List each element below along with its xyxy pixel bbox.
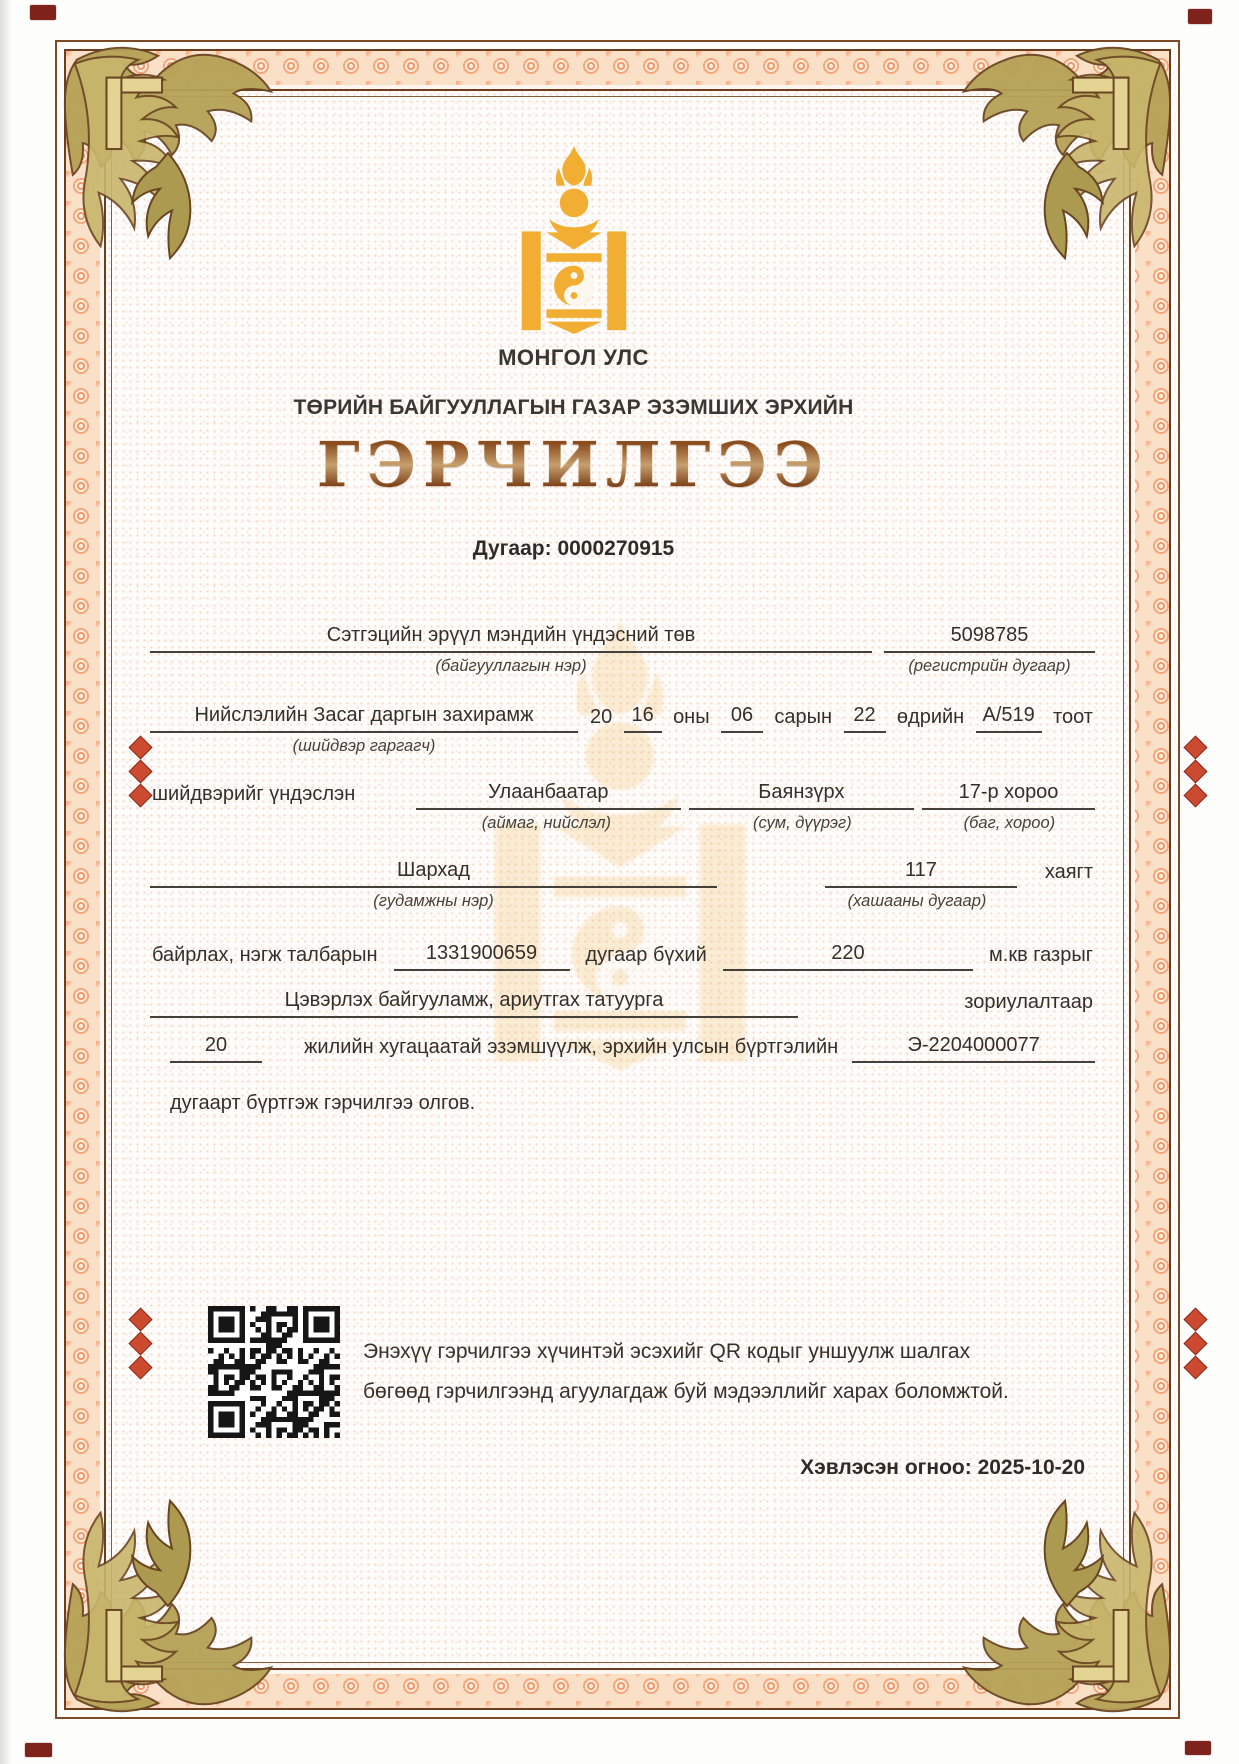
year-field: 16 <box>624 702 662 733</box>
located-label: байрлах, нэгж талбарын <box>152 944 378 966</box>
printed-date <box>800 1456 1085 1480</box>
field-row-duration <box>150 1032 1095 1063</box>
organization-name-field: Сэтгэцийн эрүүл мэндийн үндэсний төв <box>150 622 872 653</box>
country-name: МОНГОЛ УЛС <box>498 345 649 370</box>
year-prefix: 20 <box>590 706 613 728</box>
duration-field: 20 <box>170 1032 262 1063</box>
qr-code-icon <box>208 1306 340 1438</box>
based-on-label: шийдвэрийг үндэслэн <box>152 783 356 805</box>
certificate-number-label: Дугаар: <box>472 537 552 560</box>
certificate-content <box>150 0 1095 1764</box>
city-field: Улаанбаатар <box>416 779 681 810</box>
printed-date-value: 2025-10-20 <box>977 1456 1085 1479</box>
field-row-decision <box>150 702 1095 756</box>
parcel-suffix: дугаар бүхий <box>585 944 707 966</box>
printed-date-label: Хэвлэсэн огноо: <box>800 1456 972 1479</box>
district-caption: (сум, дүүрэг) <box>752 814 852 832</box>
corner-registration-mark <box>30 5 56 20</box>
certificate-type-line: ТӨРИЙН БАЙГУУЛЛАГЫН ГАЗАР ЭЗЭМШИХ ЭРХИЙН <box>293 396 854 419</box>
area-field: 220 <box>723 940 973 971</box>
field-row-purpose <box>150 987 1095 1018</box>
qr-instruction-text <box>363 1332 1053 1412</box>
street-field: Шархад <box>150 857 717 888</box>
day-label: өдрийн <box>896 706 965 728</box>
organization-name-caption: (байгууллагын нэр) <box>435 657 587 675</box>
certificate-title: ГЭРЧИЛГЭЭ <box>150 428 997 502</box>
registry-number-field: 5098785 <box>884 622 1095 653</box>
corner-registration-mark <box>1188 9 1212 24</box>
decision-maker-caption: (шийдвэр гаргагч) <box>292 737 436 755</box>
corner-registration-mark <box>1185 1741 1211 1755</box>
soyombo-emblem-icon <box>150 144 997 334</box>
month-label: сарын <box>774 706 833 728</box>
border-diamond-accent <box>1185 1304 1205 1383</box>
day-field: 22 <box>844 702 886 733</box>
subdistrict-field: 17-р хороо <box>922 779 1095 810</box>
area-suffix: м.кв газрыг <box>989 944 1093 966</box>
address-suffix: хаягт <box>1044 861 1093 883</box>
purpose-suffix: зориулалтаар <box>964 991 1093 1013</box>
field-row-address <box>150 857 1095 911</box>
parcel-number-field: 1331900659 <box>394 940 570 971</box>
purpose-field: Цэвэрлэх байгууламж, ариутгах татуурга <box>150 987 798 1018</box>
border-diamond-accent <box>130 1304 150 1383</box>
qr-instruction-line2: бөгөөд гэрчилгээнд агуулагдаж буй мэдээллийг харах боломжтой. <box>363 1380 1009 1403</box>
registration-number-field: Э-2204000077 <box>852 1032 1095 1063</box>
month-field: 06 <box>721 702 763 733</box>
decision-maker-field: Нийслэлийн Засаг даргын захирамж <box>150 702 578 733</box>
field-row-organization <box>150 622 1095 676</box>
decision-number-field: А/519 <box>976 702 1042 733</box>
plot-number-caption: (хашааны дугаар) <box>847 892 987 910</box>
corner-registration-mark <box>25 1743 52 1757</box>
district-field: Баянзүрх <box>689 779 914 810</box>
field-row-location <box>150 779 1095 833</box>
field-row-parcel <box>150 940 1095 971</box>
registry-number-caption: (регистрийн дугаар) <box>908 657 1071 675</box>
subdistrict-caption: (баг, хороо) <box>963 814 1056 832</box>
qr-instruction-line1: Энэхүү гэрчилгээ хүчинтэй эсэхийг QR кодыг уншуулж шалгах <box>363 1340 971 1363</box>
certificate-number <box>150 537 997 561</box>
year-label: оны <box>673 706 710 728</box>
street-caption: (гудамжны нэр) <box>373 892 494 910</box>
plot-number-field: 117 <box>825 857 1017 888</box>
closing-sentence <box>150 1090 1095 1119</box>
border-diamond-accent <box>130 732 150 811</box>
duration-text: жилийн хугацаатай эзэмшүүлж, эрхийн улсын бүртгэлийн <box>304 1036 839 1058</box>
city-caption: (аймаг, нийслэл) <box>481 814 611 832</box>
decision-number-label: тоот <box>1053 706 1093 728</box>
closing-text: дугаарт бүртгэж гэрчилгээ олгов. <box>170 1092 476 1114</box>
border-diamond-accent <box>1185 732 1205 811</box>
certificate-number-value: 0000270915 <box>557 537 675 560</box>
